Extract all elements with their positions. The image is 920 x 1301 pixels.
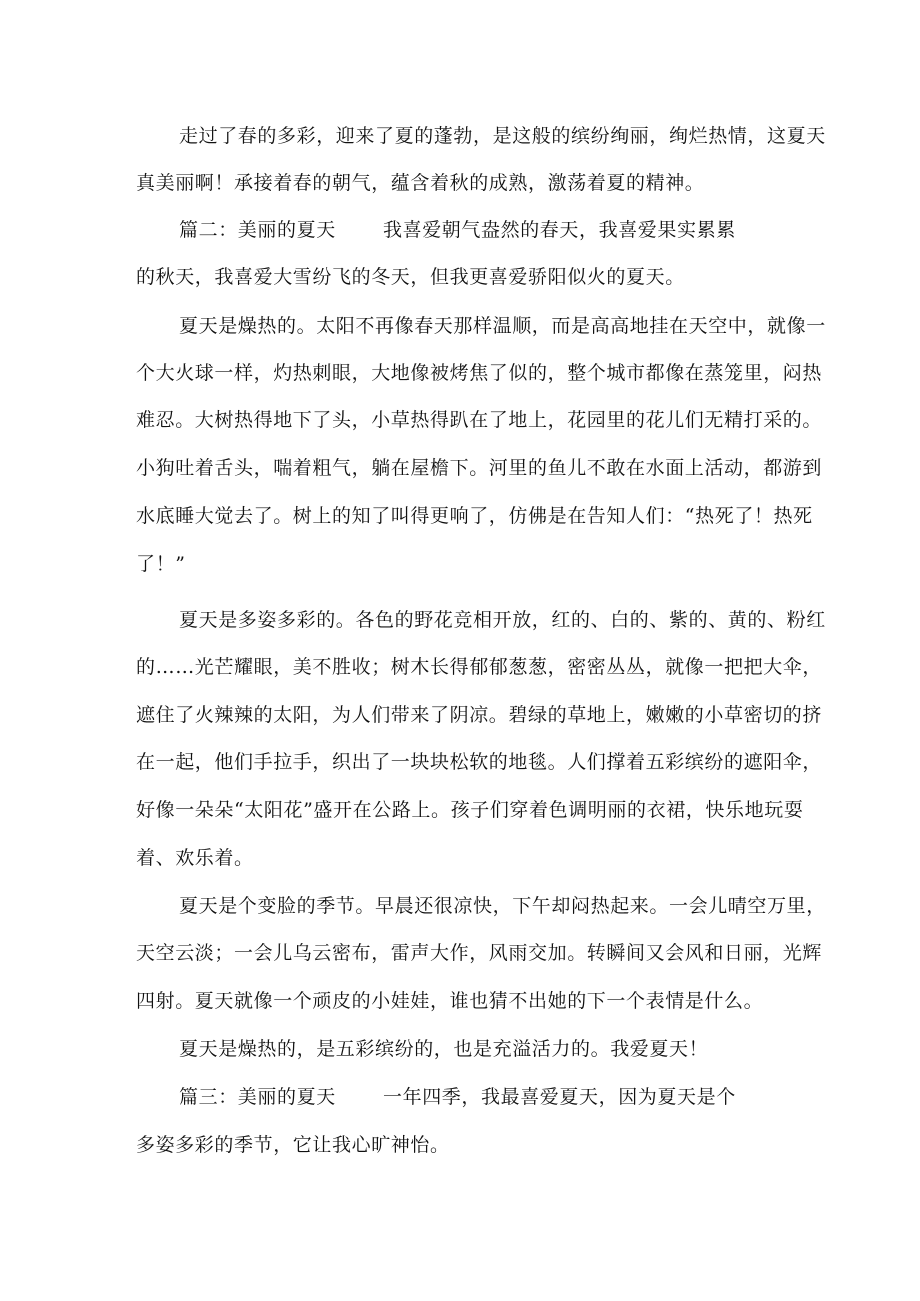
paragraph-line: 小狗吐着舌头，喘着粗气，躺在屋檐下。河里的鱼儿不敢在水面上活动，都游到 bbox=[136, 457, 823, 479]
paragraph-line: 夏天是燥热的，是五彩缤纷的，也是充溢活力的。我爱夏天！ bbox=[179, 1038, 709, 1060]
paragraph-line: 走过了春的多彩，迎来了夏的蓬勃，是这般的缤纷绚丽，绚烂热情，这夏天 bbox=[179, 125, 826, 147]
section-title: 篇三：美丽的夏天 bbox=[179, 1086, 336, 1108]
paragraph-line: 夏天是燥热的。太阳不再像春天那样温顺，而是高高地挂在天空中，就像一 bbox=[179, 315, 826, 337]
paragraph-line: 水底睡大觉去了。树上的知了叫得更响了，仿佛是在告知人们：“热死了！热死 bbox=[136, 505, 813, 527]
paragraph-line: 真美丽啊！承接着春的朝气，蕴含着秋的成熟，激荡着夏的精神。 bbox=[136, 172, 705, 194]
paragraph-line: 难忍。大树热得地下了头，小草热得趴在了地上，花园里的花儿们无精打采的。 bbox=[136, 409, 823, 431]
paragraph-line: 夏天是多姿多彩的。各色的野花竞相开放，红的、白的、紫的、黄的、粉红 bbox=[179, 609, 826, 631]
paragraph-line: 夏天是个变脸的季节。早晨还很凉快，下午却闷热起来。一会儿晴空万里， bbox=[179, 895, 826, 917]
paragraph-line: 个大火球一样，灼热刺眼，大地像被烤焦了似的，整个城市都像在蒸笼里，闷热 bbox=[136, 362, 823, 384]
paragraph-line: 的秋天，我喜爱大雪纷飞的冬天，但我更喜爱骄阳似火的夏天。 bbox=[136, 266, 685, 288]
paragraph-line: 四射。夏天就像一个顽皮的小娃娃，谁也猜不出她的下一个表情是什么。 bbox=[136, 990, 764, 1012]
paragraph-line: 遮住了火辣辣的太阳，为人们带来了阴凉。碧绿的草地上，嫩嫩的小草密切的挤 bbox=[136, 704, 823, 726]
paragraph-line: 天空云淡；一会儿乌云密布，雷声大作，风雨交加。转瞬间又会风和日丽，光辉 bbox=[136, 942, 823, 964]
paragraph-line: 我喜爱朝气盎然的春天，我喜爱果实累累 bbox=[383, 219, 736, 241]
paragraph-line: 在一起，他们手拉手，织出了一块块松软的地毯。人们撑着五彩缤纷的遮阳伞， bbox=[136, 751, 823, 773]
section-title: 篇二：美丽的夏天 bbox=[179, 219, 336, 241]
paragraph-line: 多姿多彩的季节，它让我心旷神怡。 bbox=[136, 1134, 450, 1156]
paragraph-line: 着、欢乐着。 bbox=[136, 847, 254, 869]
paragraph-line: 了！” bbox=[136, 553, 186, 575]
paragraph-line: 一年四季，我最喜爱夏天，因为夏天是个 bbox=[383, 1086, 736, 1108]
paragraph-line: 的……光芒耀眼，美不胜收；树木长得郁郁葱葱，密密丛丛，就像一把把大伞， bbox=[136, 656, 823, 678]
paragraph-line: 好像一朵朵“太阳花”盛开在公路上。孩子们穿着色调明丽的衣裙，快乐地玩耍 bbox=[136, 799, 804, 821]
